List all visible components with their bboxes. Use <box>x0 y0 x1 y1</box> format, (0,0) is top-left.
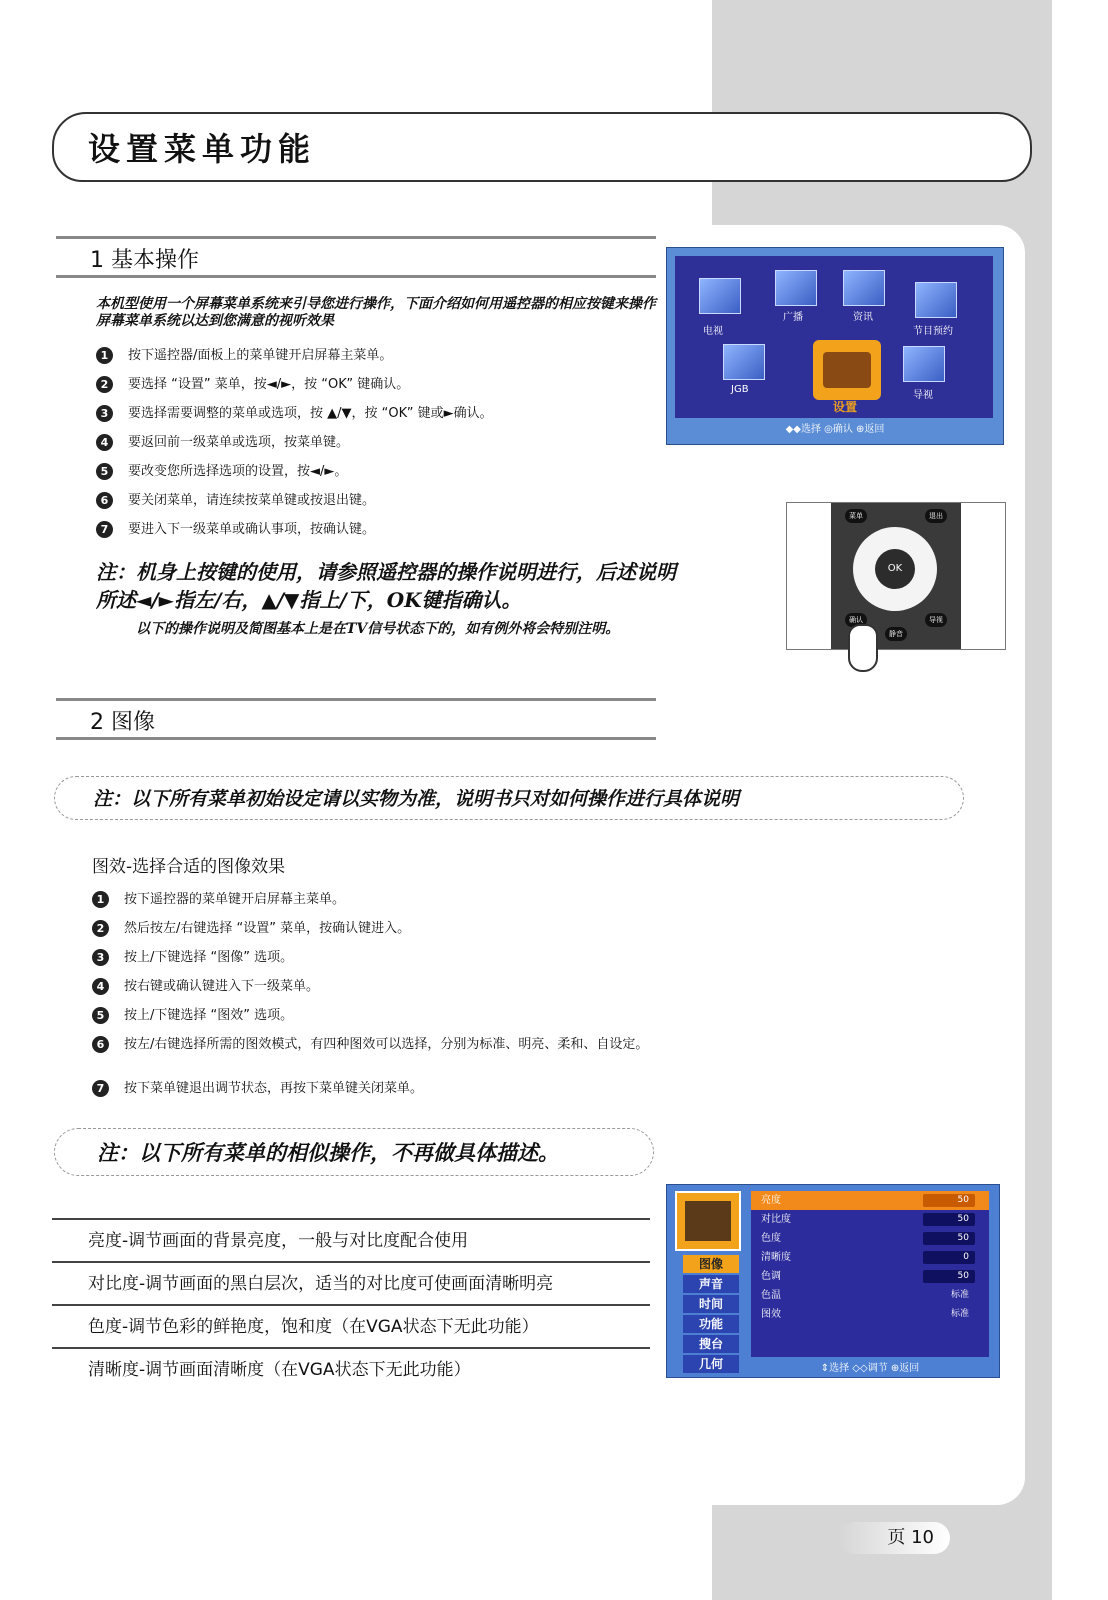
table-row: 色度-调节色彩的鲜艳度，饱和度（在VGA状态下无此功能） <box>52 1304 650 1347</box>
remote-note: 注：机身上按键的使用，请参照遥控器的操作说明进行，后述说明所述◄/►指左/右，▲/▼指上/下，OK键指确认。 <box>96 560 676 612</box>
picture-menu-tabs <box>683 1255 739 1375</box>
picture-menu-screenshot <box>666 1184 1000 1378</box>
list-item: 2 要选择 “设置” 菜单，按◄/►，按 “OK” 键确认。 <box>96 375 656 404</box>
list-item: 1 按下遥控器的菜单键开启屏幕主菜单。 <box>92 890 652 919</box>
step-number: 5 <box>96 463 113 480</box>
similar-ops-note-text: 注：以下所有菜单的相似操作，不再做具体描述。 <box>97 1140 559 1165</box>
radio-icon <box>775 270 817 306</box>
step-number: 6 <box>92 1036 109 1053</box>
basic-steps-list <box>96 346 656 549</box>
step-number: 3 <box>92 949 109 966</box>
tab-sound: 声音 <box>683 1275 739 1293</box>
tab-geometry: 几何 <box>683 1355 739 1373</box>
step-number: 1 <box>96 347 113 364</box>
settings-selected-tile <box>813 340 881 400</box>
step-number: 2 <box>92 920 109 937</box>
step-number: 2 <box>96 376 113 393</box>
picture-settings-list <box>751 1191 989 1357</box>
tv-menu-footer: ◆◆选择 ◎确认 ⊕返回 <box>785 424 885 435</box>
list-item: 6 要关闭菜单，请连续按菜单键或按退出键。 <box>96 491 656 520</box>
tv-menu-label: 节目预约 <box>913 326 953 337</box>
remote-note-sub: 以下的操作说明及简图基本上是在TV信号状态下的，如有例外将会特别注明。 <box>136 621 620 637</box>
menu-key: 菜单 <box>845 509 867 523</box>
jgb-icon <box>723 344 765 380</box>
tv-main-menu-screenshot <box>666 247 1004 445</box>
list-item: 3 要选择需要调整的菜单或选项，按 ▲/▼，按 “OK” 键或►确认。 <box>96 404 656 433</box>
list-item: 色温 标准 <box>761 1290 969 1301</box>
step-number: 4 <box>92 978 109 995</box>
tab-time: 时间 <box>683 1295 739 1313</box>
tv-menu-label: JGB <box>731 384 749 395</box>
step-number: 5 <box>92 1007 109 1024</box>
step-number: 4 <box>96 434 113 451</box>
step-number: 7 <box>92 1080 109 1097</box>
effect-subtitle: 图效-选择合适的图像效果 <box>92 857 286 877</box>
list-item: 2 然后按左/右键选择 “设置” 菜单，按确认键进入。 <box>92 919 652 948</box>
step-number: 7 <box>96 521 113 538</box>
schedule-icon <box>915 282 957 318</box>
list-item: 6 按左/右键选择所需的图效模式，有四种图效可以选择，分别为标准、明亮、柔和、自设定。 <box>92 1035 652 1079</box>
list-item: 7 按下菜单键退出调节状态，再按下菜单键关闭菜单。 <box>92 1079 652 1108</box>
list-item: 色调 50 <box>751 1267 989 1286</box>
intro-text: 本机型使用一个屏幕菜单系统来引导您进行操作，下面介绍如何用遥控器的相应按键来操作屏幕菜单系统以达到您满意的视听效果 <box>96 296 656 329</box>
page-number: 页 10 <box>838 1522 950 1554</box>
section-heading-text: 1 基本操作 <box>90 248 199 273</box>
exit-key: 退出 <box>925 509 947 523</box>
list-item: 4 要返回前一级菜单或选项，按菜单键。 <box>96 433 656 462</box>
tv-menu-label: 资讯 <box>853 312 873 323</box>
list-item: 4 按右键或确认键进入下一级菜单。 <box>92 977 652 1006</box>
guide-key: 导视 <box>925 613 947 627</box>
list-item: 7 要进入下一级菜单或确认事项，按确认键。 <box>96 520 656 549</box>
list-item: 图效 标准 <box>761 1309 969 1320</box>
tv-menu-label-selected: 设置 <box>833 400 858 414</box>
toolbox-icon <box>823 352 871 388</box>
table-row: 清晰度-调节画面清晰度（在VGA状态下无此功能） <box>52 1347 650 1390</box>
picture-menu-footer: ⇕选择 ◇◇调节 ⊕返回 <box>820 1363 920 1374</box>
step-number: 6 <box>96 492 113 509</box>
section-heading-basic <box>56 236 656 278</box>
table-row: 对比度-调节画面的黑白层次，适当的对比度可使画面清晰明亮 <box>52 1261 650 1304</box>
remote-control-illustration <box>786 502 1006 650</box>
list-item: 色度 50 <box>751 1229 989 1248</box>
global-note-text: 注：以下所有菜单初始设定请以实物为准，说明书只对如何操作进行具体说明 <box>93 788 740 810</box>
list-item: 亮度 50 <box>751 1191 989 1210</box>
step-number: 1 <box>92 891 109 908</box>
tab-search: 搜台 <box>683 1335 739 1353</box>
ok-key: OK <box>875 549 915 589</box>
direction-pad <box>853 527 937 611</box>
list-item: 对比度 50 <box>751 1210 989 1229</box>
pointing-hand-icon <box>848 624 878 672</box>
tv-menu-label: 广播 <box>783 312 803 323</box>
tv-icon <box>699 278 741 314</box>
title-banner <box>52 112 1032 182</box>
section-heading-text: 2 图像 <box>90 710 155 735</box>
global-note-box <box>54 776 964 820</box>
confirm-key: 确认 <box>845 613 867 627</box>
table-row: 亮度-调节画面的背景亮度，一般与对比度配合使用 <box>52 1218 650 1261</box>
tv-menu-body <box>675 256 993 418</box>
tab-picture: 图像 <box>683 1255 739 1273</box>
info-icon <box>843 270 885 306</box>
tab-function: 功能 <box>683 1315 739 1333</box>
picture-icon <box>685 1201 731 1241</box>
list-item: 1 按下遥控器/面板上的菜单键开启屏幕主菜单。 <box>96 346 656 375</box>
picture-settings-descriptions <box>52 1218 650 1390</box>
list-item: 5 按上/下键选择 “图效” 选项。 <box>92 1006 652 1035</box>
similar-ops-note-box <box>54 1128 654 1176</box>
tv-menu-label: 电视 <box>703 326 723 337</box>
picture-menu-logo <box>675 1191 741 1251</box>
mute-key: 静音 <box>885 627 907 641</box>
picture-steps-list <box>92 890 652 1108</box>
section-heading-picture <box>56 698 656 740</box>
step-number: 3 <box>96 405 113 422</box>
guide-icon <box>903 346 945 382</box>
list-item: 清晰度 0 <box>751 1248 989 1267</box>
tv-menu-label: 导视 <box>913 390 933 401</box>
page-title: 设置菜单功能 <box>88 130 317 168</box>
list-item: 5 要改变您所选择选项的设置，按◄/►。 <box>96 462 656 491</box>
list-item: 3 按上/下键选择 “图像” 选项。 <box>92 948 652 977</box>
